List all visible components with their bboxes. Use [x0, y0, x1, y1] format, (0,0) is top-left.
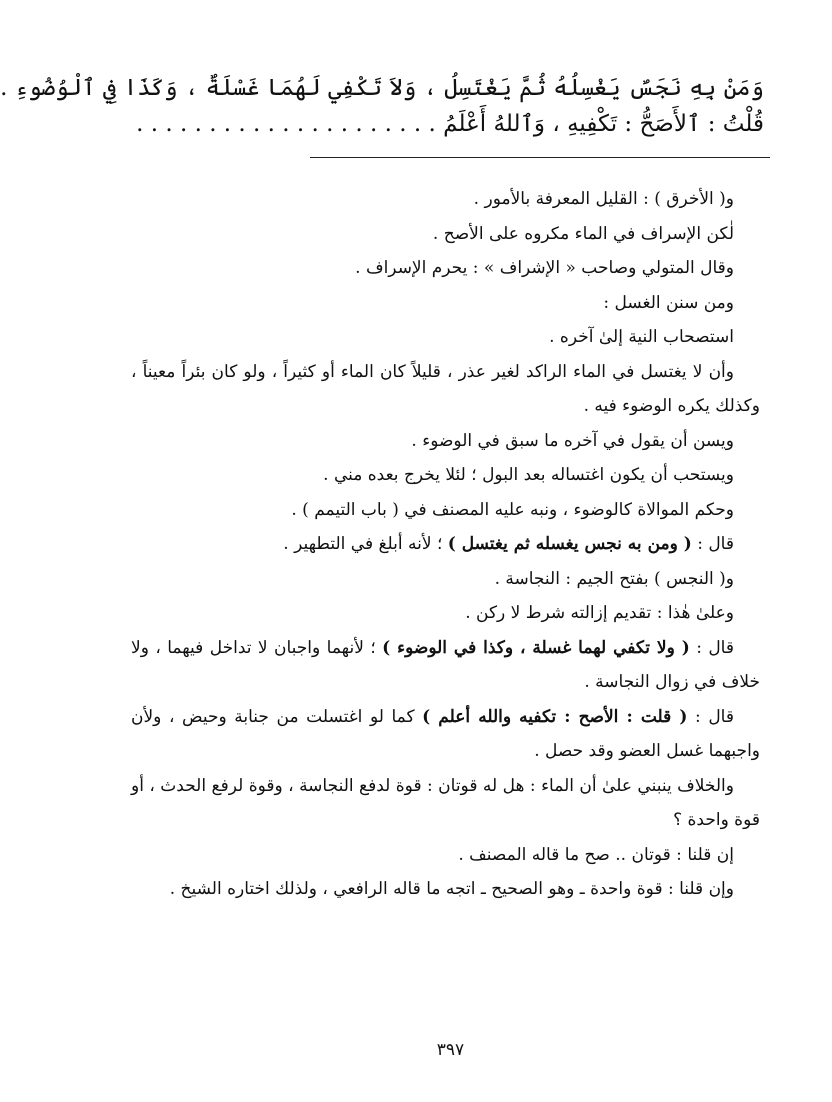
- paragraph-quote: [131, 631, 760, 700]
- paragraph-quote: [131, 700, 760, 769]
- matn-divider: [310, 157, 770, 158]
- matn-text: [0, 70, 764, 142]
- paragraph: وقال المتولي وصاحب « الإشراف » : يحرم الإسراف .: [355, 258, 734, 278]
- quote-intro: قال :: [687, 706, 734, 727]
- paragraph: لٰكن الإسراف في الماء مكروه على الأصح .: [432, 223, 734, 244]
- quote-intro: قال :: [689, 637, 734, 658]
- page-number: ٣٩٧: [436, 1040, 465, 1060]
- quote-intro: قال :: [691, 534, 734, 554]
- paragraph: وحكم الموالاة كالوضوء ، ونبه عليه المصنف في ( باب التيمم ) .: [291, 499, 734, 520]
- paragraph: ويستحب أن يكون اغتساله بعد البول ؛ لئلا يخرج بعده مني .: [323, 465, 734, 485]
- paragraph: وعلىٰ هٰذا : تقديم إزالته شرط لا ركن .: [465, 603, 734, 623]
- paragraph: و( النجس ) بفتح الجيم : النجاسة .: [494, 568, 734, 589]
- quoted-matn: ( ولا تكفي لهما غسلة ، وكذا في الوضوء ): [382, 637, 690, 658]
- paragraph: ومن سنن الغسل :: [603, 292, 734, 313]
- sharh-text: [131, 182, 760, 907]
- paragraph: وأن لا يغتسل في الماء الراكد لغير عذر ، قليلاً كان الماء أو كثيراً ، ولو كان بئراً معيناً ، وكذلك يكره الوضوء فيه .: [131, 361, 760, 416]
- paragraph: و( الأخرق ) : القليل المعرفة بالأمور .: [473, 189, 734, 209]
- quoted-matn: ( قلت : الأصح : تكفيه والله أعلم ): [422, 706, 688, 727]
- matn-line-1: وَمَنْ بِهِ نَجَسٌ يَغْسِلُهُ ثُمَّ يَغْتَسِلُ ، وَلاَ تَكْفِي لَهُمَا غَسْلَةٌ ، وَكَذَا فِي ٱلْوُضُوءِ .: [0, 75, 764, 101]
- paragraph: إن قلنا : قوتان .. صح ما قاله المصنف .: [458, 844, 734, 865]
- paragraph: استصحاب النية إلىٰ آخره .: [549, 327, 734, 347]
- quote-commentary: ؛ لأنه أبلغ في التطهير .: [283, 534, 448, 554]
- paragraph: ويسن أن يقول في آخره ما سبق في الوضوء .: [411, 430, 734, 451]
- paragraph: والخلاف ينبني علىٰ أن الماء : هل له قوتان : قوة لدفع النجاسة ، وقوة لرفع الحدث ، أو قوة واحدة ؟: [131, 775, 760, 830]
- quote-commentary: ؛ لأنهما واجبان لا تداخل فيهما ، ولا خلاف في زوال النجاسة .: [131, 637, 760, 692]
- quote-commentary: كما لو اغتسلت من جنابة وحيض ، ولأن واجبهما غسل العضو وقد حصل .: [131, 706, 760, 761]
- paragraph-quote: [131, 527, 760, 562]
- matn-line-2-text: قُلْتُ : ٱلأَصَحُّ : تَكْفِيهِ ، وَٱللهُ أَعْلَمُ .: [428, 111, 764, 137]
- matn-line-2-dots: . . . . . . . . . . . . . . . . . . . .: [136, 111, 422, 137]
- quoted-matn: ( ومن به نجس يغسله ثم يغتسل ): [447, 534, 692, 554]
- paragraph: وإن قلنا : قوة واحدة ـ وهو الصحيح ـ اتجه ما قاله الرافعي ، ولذلك اختاره الشيخ .: [169, 879, 734, 899]
- matn-line-2: [131, 106, 764, 142]
